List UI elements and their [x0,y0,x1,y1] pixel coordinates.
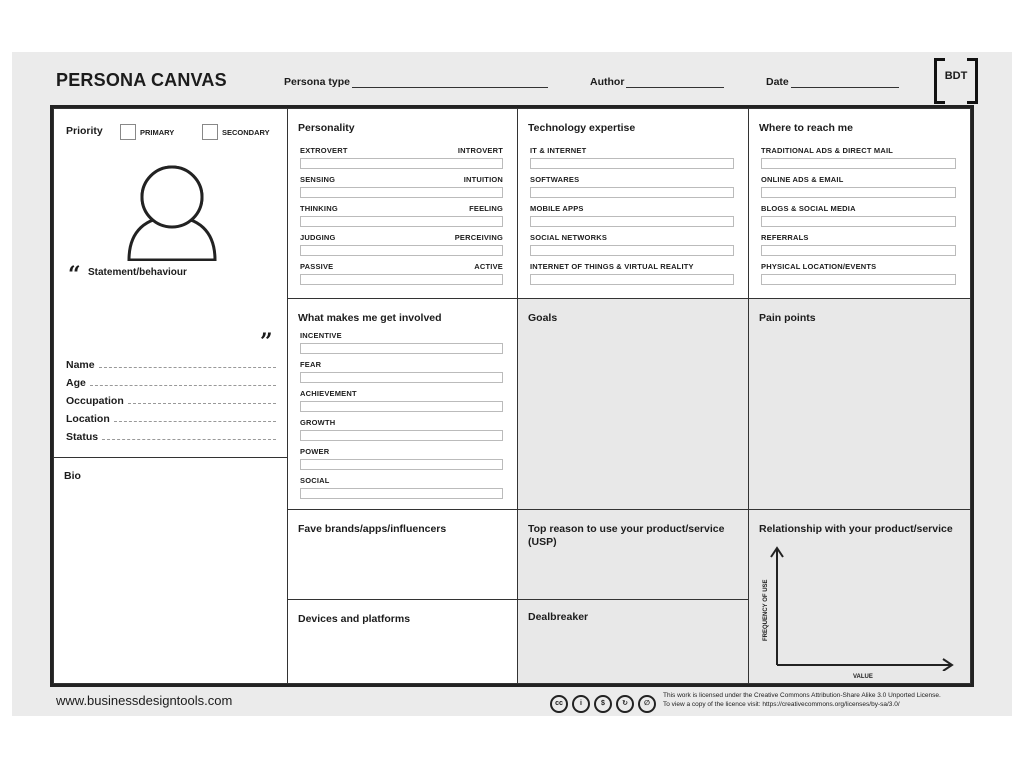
personality-scale-input[interactable] [300,245,503,256]
dealbreaker-title: Dealbreaker [528,611,589,623]
persona-type-field[interactable] [284,76,548,88]
technology-section [517,108,749,299]
page-title: PERSONA CANVAS [56,70,227,90]
scale-left-label: EXTROVERT [300,146,348,155]
pain-points-title: Pain points [759,312,816,324]
reach-label: PHYSICAL LOCATION/EVENTS [761,262,877,271]
field-label: Occupation [66,395,124,407]
quote-open-icon: “ [68,262,81,288]
secondary-label: SECONDARY [222,128,270,137]
devices-title: Devices and platforms [298,613,411,625]
scale-right-label: INTROVERT [457,146,503,155]
technology-title: Technology expertise [528,122,636,134]
field-label: Location [66,413,110,425]
license-text [663,692,983,709]
involved-label: FEAR [300,360,322,369]
involved-label: INCENTIVE [300,331,342,340]
bio-label: Bio [64,470,81,482]
reach-title: Where to reach me [759,122,853,134]
scale-left-label: SENSING [300,175,336,184]
scale-left-label: PASSIVE [300,262,334,271]
technology-label: SOFTWARES [530,175,580,184]
technology-input[interactable] [530,245,734,256]
quote-close-icon: ” [260,329,273,355]
technology-row [530,175,734,204]
involved-input[interactable] [300,401,503,412]
cc-license-icons [550,692,660,713]
involved-label: ACHIEVEMENT [300,389,357,398]
fave-brands-section[interactable] [287,509,518,600]
occupation-field[interactable] [66,391,276,407]
author-field[interactable] [590,76,724,88]
involved-input[interactable] [300,459,503,470]
statement-label: Statement/behaviour [88,267,187,278]
scale-left-label: JUDGING [300,233,336,242]
involved-title: What makes me get involved [298,312,442,324]
pain-points-section[interactable] [748,298,971,510]
involved-row [300,389,503,418]
date-field[interactable] [766,76,899,88]
reach-label: REFERRALS [761,233,809,242]
relationship-axes-icon [769,543,959,671]
persona-type-label: Persona type [284,76,350,88]
technology-input[interactable] [530,216,734,227]
priority-label: Priority [66,125,103,137]
relationship-section[interactable] [748,509,971,684]
reach-section [748,108,971,299]
reach-row [761,146,956,175]
involved-input[interactable] [300,430,503,441]
scale-left-label: THINKING [300,204,338,213]
scale-right-label: INTUITION [463,175,503,184]
technology-row [530,146,734,175]
personality-title: Personality [298,122,355,134]
technology-input[interactable] [530,274,734,285]
fave-brands-title: Fave brands/apps/influencers [298,523,447,535]
technology-row [530,204,734,233]
profile-section [53,108,288,458]
usp-title: Top reason to use your product/service (USP) [528,523,725,548]
devices-section[interactable] [287,599,518,684]
involved-row [300,331,503,360]
attribution-icon: i [572,695,590,713]
website-link[interactable]: www.businessdesigntools.com [56,693,233,708]
author-label: Author [590,76,625,88]
primary-checkbox[interactable] [120,124,136,140]
reach-input[interactable] [761,245,956,256]
reach-row [761,204,956,233]
persona-canvas-grid [50,105,974,687]
technology-row [530,262,734,291]
scale-right-label: ACTIVE [474,262,503,271]
technology-label: INTERNET OF THINGS & VIRTUAL REALITY [530,262,694,271]
reach-row [761,175,956,204]
personality-row [300,262,503,291]
involved-row [300,447,503,476]
technology-label: MOBILE APPS [530,204,584,213]
scale-right-label: FEELING [469,204,503,213]
personality-scale-input[interactable] [300,274,503,285]
involved-input[interactable] [300,343,503,354]
avatar-icon [124,165,220,261]
reach-label: BLOGS & SOCIAL MEDIA [761,204,856,213]
personality-section [287,108,518,299]
usp-section[interactable] [517,509,749,600]
field-label: Status [66,431,99,443]
dealbreaker-section[interactable] [517,599,749,684]
license-line-1: This work is licensed under the Creative Commons Attribution-Share Alike 3.0 Unported License. [663,692,941,699]
reach-input[interactable] [761,216,956,227]
secondary-checkbox[interactable] [202,124,218,140]
personality-scale-input[interactable] [300,158,503,169]
reach-input[interactable] [761,158,956,169]
relationship-title: Relationship with your product/service [759,523,953,535]
bdt-logo [934,58,978,100]
personality-row [300,204,503,233]
reach-input[interactable] [761,274,956,285]
involved-row [300,418,503,447]
scale-right-label: PERCEIVING [454,233,503,242]
involved-label: GROWTH [300,418,336,427]
personality-row [300,146,503,175]
involved-label: POWER [300,447,330,456]
personality-row [300,233,503,262]
x-axis-label: VALUE [853,674,873,680]
technology-label: SOCIAL NETWORKS [530,233,608,242]
cc-icon: cc [550,695,568,713]
involved-input[interactable] [300,488,503,499]
goals-section[interactable] [517,298,749,510]
involved-label: SOCIAL [300,476,330,485]
date-label: Date [766,76,789,88]
status-field[interactable] [66,427,276,443]
reach-label: TRADITIONAL ADS & DIRECT MAIL [761,146,894,155]
primary-label: PRIMARY [140,128,175,137]
age-field[interactable] [66,373,276,389]
involved-input[interactable] [300,372,503,383]
sharealike-icon: ↻ [616,695,634,713]
technology-input[interactable] [530,158,734,169]
name-field[interactable] [66,355,276,371]
goals-title: Goals [528,312,558,324]
personality-scale-input[interactable] [300,216,503,227]
technology-input[interactable] [530,187,734,198]
personality-scale-input[interactable] [300,187,503,198]
involved-section [287,298,518,510]
involved-row [300,360,503,389]
noncommercial-icon: $ [594,695,612,713]
reach-row [761,233,956,262]
technology-row [530,233,734,262]
reach-row [761,262,956,291]
field-label: Age [66,377,86,389]
reach-input[interactable] [761,187,956,198]
zero-icon: ∅ [638,695,656,713]
bio-section[interactable] [53,457,288,684]
involved-row [300,476,503,505]
field-label: Name [66,359,95,371]
location-field[interactable] [66,409,276,425]
bdt-logo-text: BDT [944,70,968,82]
personality-row [300,175,503,204]
license-line-2[interactable]: To view a copy of the licence visit: https://creativecommons.org/licenses/by-sa/3.0/ [663,700,900,708]
technology-label: IT & INTERNET [530,146,587,155]
reach-label: ONLINE ADS & EMAIL [761,175,844,184]
y-axis-label: FREQUENCY OF USE [763,579,769,641]
